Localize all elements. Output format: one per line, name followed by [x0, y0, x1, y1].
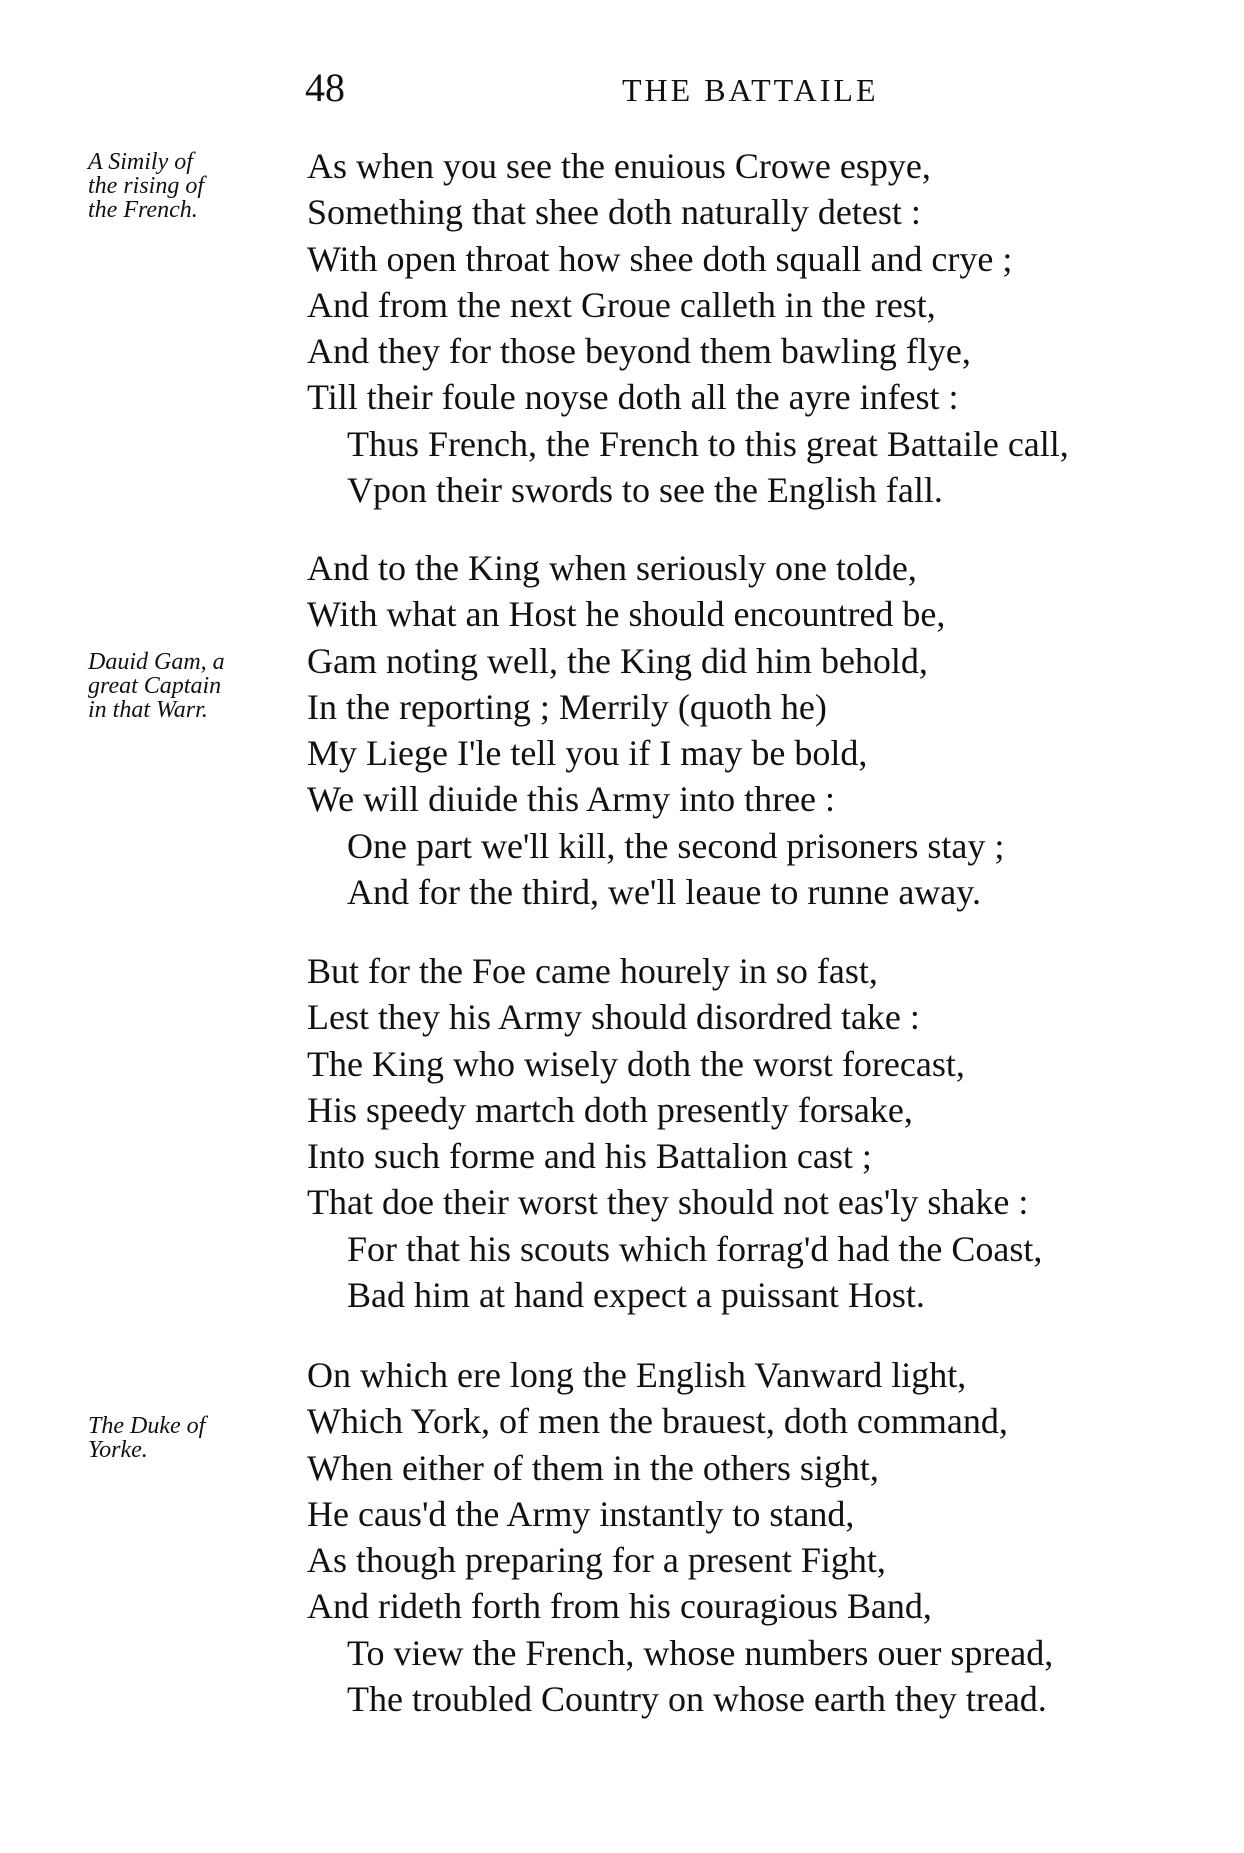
verse-line: But for the Foe came hourely in so fast, [307, 951, 878, 991]
verse-line: And from the next Groue calleth in the rest, [307, 284, 936, 325]
side-note-line: A Simily of [88, 149, 193, 175]
verse-line: The troubled Country on whose earth they tread. [347, 1679, 1047, 1720]
verse-line: And they for those beyond them bawling flye, [307, 331, 971, 372]
verse-line: Till their foule noyse doth all the ayre infest : [307, 377, 959, 418]
verse-line: With open throat how shee doth squall and crye ; [307, 238, 1013, 279]
verse-line: And to the King when seriously one tolde, [307, 548, 917, 588]
verse-line: Vpon their swords to see the English fall. [347, 470, 943, 511]
verse-line: Which York, of men the brauest, doth command, [307, 1401, 1008, 1442]
side-note-line: great Captain [88, 673, 222, 699]
running-title: THE BATTAILE [622, 72, 879, 108]
side-note-line: The Duke of [88, 1413, 206, 1439]
side-note-line: Yorke. [88, 1437, 148, 1463]
verse-line: My Liege I'le tell you if I may be bold, [307, 733, 868, 774]
verse-line: Gam noting well, the King did him behold, [307, 640, 928, 681]
page-number: 48 [305, 65, 345, 110]
side-note-line: the rising of [88, 173, 205, 199]
verse-line: As though preparing for a present Fight, [307, 1540, 886, 1581]
stanza-2 [307, 545, 1207, 915]
verse-line: And rideth forth from his couragious Band, [307, 1586, 932, 1627]
verse-line: As when you see the enuious Crowe espye, [307, 146, 931, 186]
side-note-line: in that Warr. [88, 697, 208, 723]
verse-line: When either of them in the others sight, [307, 1447, 879, 1488]
verse-line: And for the third, we'll leaue to runne away. [347, 872, 981, 913]
side-note-duke-of-yorke [88, 1414, 303, 1462]
stanza-3 [307, 948, 1207, 1318]
stanza-4 [307, 1352, 1207, 1722]
verse-line: Thus French, the French to this great Battaile call, [347, 423, 1069, 464]
verse-line: Into such forme and his Battalion cast ; [307, 1136, 872, 1177]
verse-line: With what an Host he should encountred be, [307, 594, 946, 635]
verse-line: Bad him at hand expect a puissant Host. [347, 1275, 925, 1316]
verse-line: That doe their worst they should not eas'ly shake : [307, 1182, 1029, 1223]
side-note-line: Dauid Gam, a [88, 649, 225, 675]
verse-line: For that his scouts which forrag'd had the Coast, [347, 1228, 1043, 1269]
verse-line: His speedy martch doth presently forsake, [307, 1089, 913, 1130]
side-note-line: the French. [88, 197, 198, 223]
verse-line: In the reporting ; Merrily (quoth he) [307, 686, 827, 727]
stanza-1 [307, 143, 1207, 513]
verse-line: He caus'd the Army instantly to stand, [307, 1493, 855, 1534]
verse-line: We will diuide this Army into three : [307, 779, 836, 820]
side-note-simily [88, 150, 303, 222]
verse-line: To view the French, whose numbers ouer spread, [347, 1632, 1054, 1673]
running-head [0, 64, 1244, 112]
verse-line: The King who wisely doth the worst forecast, [307, 1043, 965, 1084]
verse-line: Something that shee doth naturally detest : [307, 192, 921, 233]
side-note-dauid-gam [88, 650, 303, 722]
verse-line: On which ere long the English Vanward light, [307, 1355, 967, 1395]
verse-line: Lest they his Army should disordred take : [307, 997, 920, 1038]
verse-line: One part we'll kill, the second prisoners stay ; [347, 825, 1005, 866]
